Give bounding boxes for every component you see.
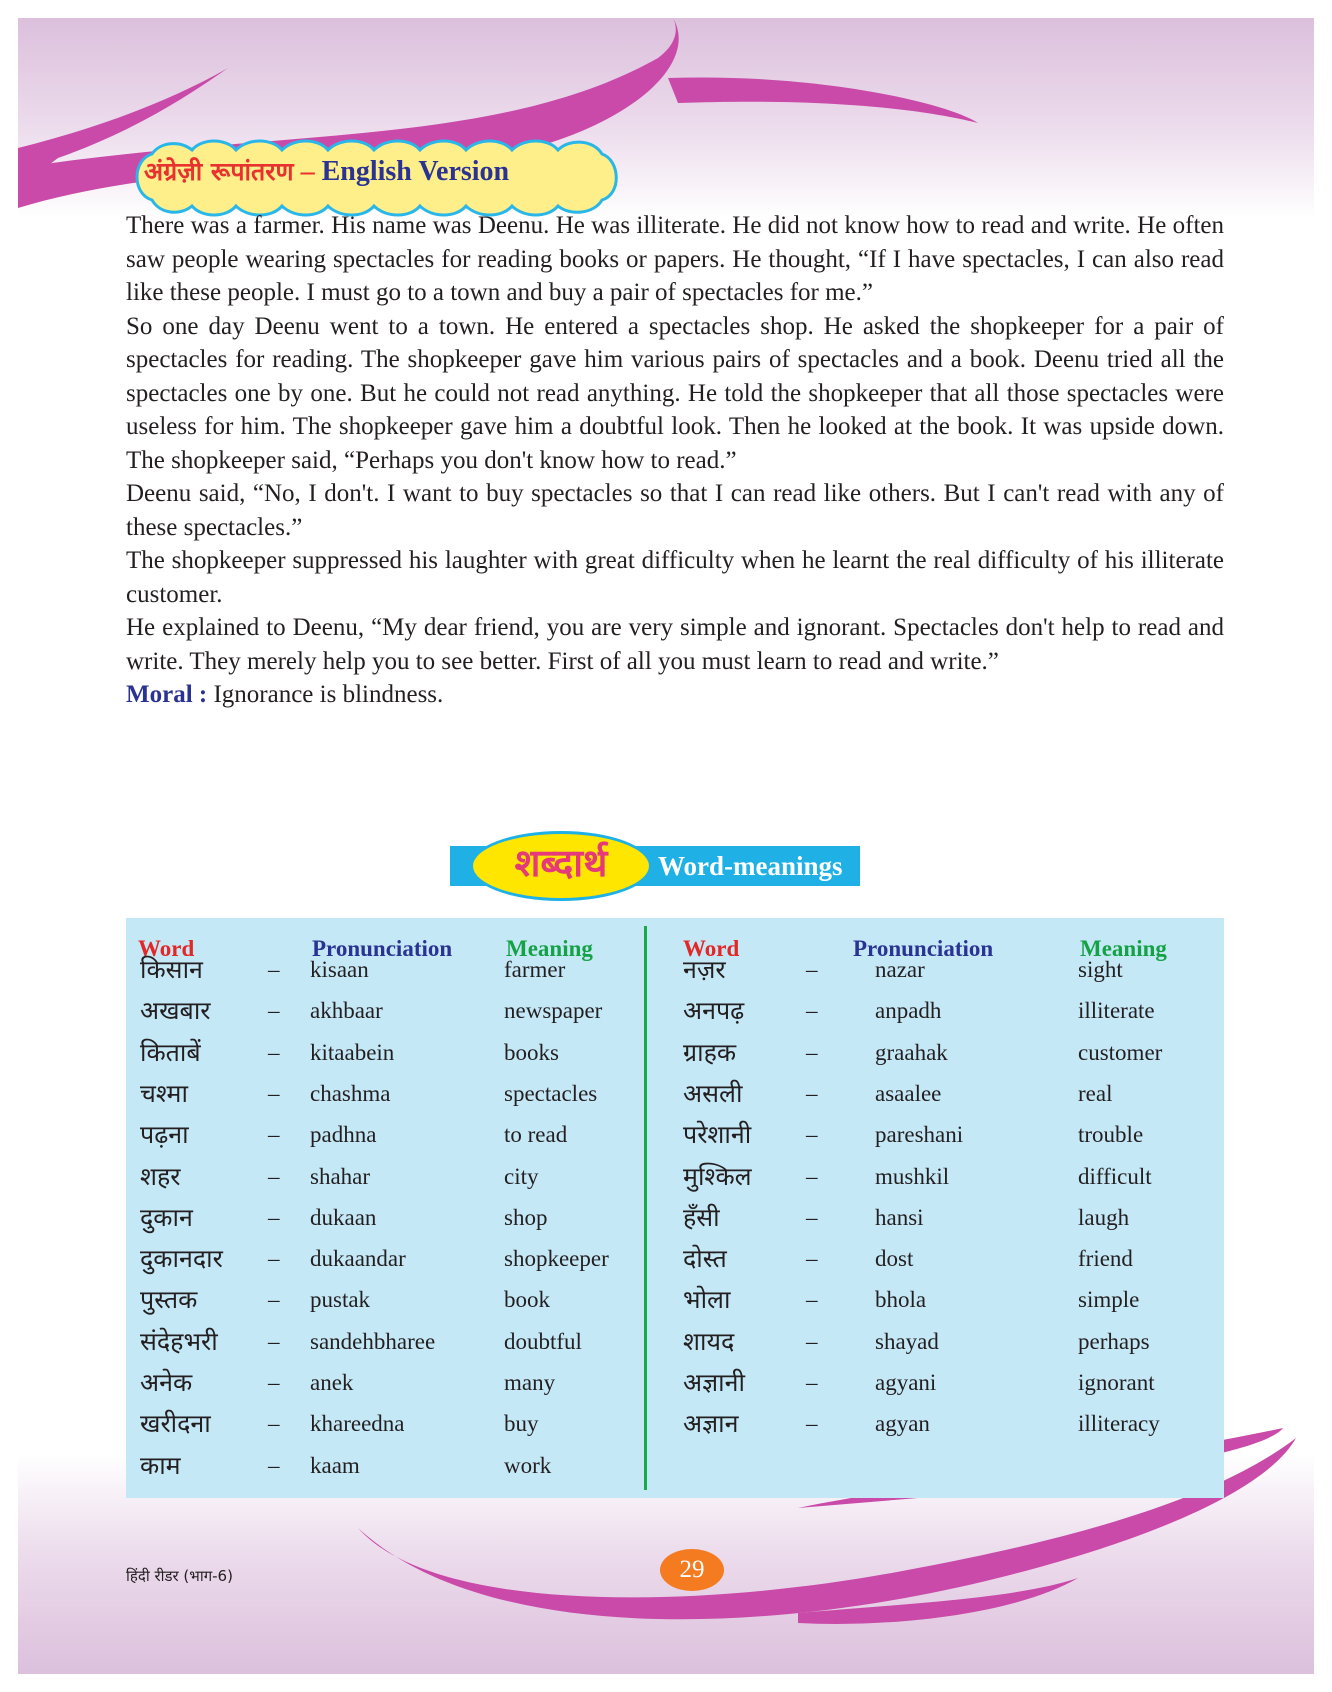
column-divider <box>644 926 647 1490</box>
section-title <box>144 154 509 188</box>
vocab-dash: – <box>806 1122 818 1148</box>
vocab-word: अखबार <box>140 996 211 1026</box>
vocab-dash: – <box>268 1370 280 1395</box>
vocab-dash: – <box>806 998 818 1024</box>
vocab-word: दोस्त <box>683 1244 727 1274</box>
vocab-meaning: spectacles <box>504 1080 598 1106</box>
vocab-meaning: simple <box>1078 1287 1140 1313</box>
header-word-left: Word <box>138 936 195 961</box>
vocab-meaning: trouble <box>1078 1122 1144 1148</box>
vocab-meaning: illiterate <box>1078 998 1155 1024</box>
vocab-meaning: friend <box>1078 1246 1133 1272</box>
vocab-pronunciation: nazar <box>875 957 925 982</box>
vocab-meaning: customer <box>1078 1039 1163 1065</box>
vocab-pronunciation: graahak <box>875 1039 948 1065</box>
vocab-pronunciation: khareedna <box>310 1411 405 1437</box>
vocab-pronunciation: chashma <box>310 1080 391 1106</box>
word-meanings-title-english: Word-meanings <box>658 851 843 881</box>
top-right-swoosh <box>668 77 978 123</box>
vocab-dash: – <box>806 1080 818 1106</box>
vocab-word: हँसी <box>683 1202 720 1232</box>
vocab-word: पढ़ना <box>140 1120 189 1150</box>
vocab-dash: – <box>268 1452 280 1478</box>
vocab-meaning: laugh <box>1078 1204 1130 1230</box>
vocab-pronunciation: dost <box>875 1246 914 1272</box>
vocab-meaning: ignorant <box>1078 1370 1155 1395</box>
header-meaning-left: Meaning <box>506 936 593 961</box>
vocab-dash: – <box>268 1246 280 1272</box>
vocab-dash: – <box>806 1163 818 1189</box>
vocab-dash: – <box>806 1370 818 1395</box>
vocab-word: अज्ञान <box>683 1409 739 1439</box>
vocab-pronunciation: sandehbharee <box>310 1328 436 1354</box>
vocabulary-table <box>126 918 1224 1498</box>
vocab-pronunciation: asaalee <box>875 1080 942 1106</box>
vocab-meaning: many <box>504 1370 556 1395</box>
story-text <box>126 209 1224 712</box>
story-paragraph: There was a farmer. His name was Deenu. He was illiterate. He did not know how to read and write. He often saw people wearing spectacles for reading books or papers. He thought, “If I have spectacles, I can also read like these people. I must go to a town and buy a pair of spectacles for me.” <box>126 212 1224 306</box>
vocab-meaning: buy <box>504 1411 539 1437</box>
vocab-pronunciation: agyan <box>875 1411 930 1437</box>
vocab-pronunciation: akhbaar <box>310 998 383 1024</box>
story-paragraph: He explained to Deenu, “My dear friend, you are very simple and ignorant. Spectacles don't help to read and write. They merely help you to see better. First of all you must learn to read and write.” <box>126 614 1224 675</box>
vocab-dash: – <box>806 1328 818 1354</box>
vocab-pronunciation: shayad <box>875 1328 939 1354</box>
header-word-right: Word <box>683 936 740 961</box>
vocab-pronunciation: mushkil <box>875 1163 950 1189</box>
vocab-meaning: sight <box>1078 957 1123 982</box>
header-pronunciation-right: Pronunciation <box>853 936 994 961</box>
vocab-pronunciation: dukaandar <box>310 1246 406 1272</box>
vocab-dash: – <box>268 1204 280 1230</box>
vocab-meaning: newspaper <box>504 998 603 1024</box>
vocab-pronunciation: bhola <box>875 1287 927 1313</box>
vocab-dash: – <box>268 1163 280 1189</box>
section-title-english: English Version <box>321 156 510 187</box>
vocab-word: किसान <box>140 955 203 984</box>
vocab-dash: – <box>268 1080 280 1106</box>
vocab-word: ग्राहक <box>683 1037 737 1067</box>
moral-text: Ignorance is blindness. <box>213 681 444 708</box>
vocab-dash: – <box>268 1328 280 1354</box>
vocab-word: पुस्तक <box>140 1285 198 1315</box>
vocab-meaning: books <box>504 1039 559 1065</box>
vocab-meaning: to read <box>504 1122 568 1148</box>
vocab-dash: – <box>268 1122 280 1148</box>
vocab-pronunciation: kisaan <box>310 957 369 982</box>
vocab-word: मुश्किल <box>683 1161 752 1191</box>
vocab-pronunciation: kitaabein <box>310 1039 395 1065</box>
vocab-meaning: shop <box>504 1204 548 1230</box>
vocab-word: अज्ञानी <box>683 1368 745 1397</box>
vocab-dash: – <box>268 1411 280 1437</box>
page-number: 29 <box>660 1549 724 1591</box>
vocab-dash: – <box>268 998 280 1024</box>
vocab-meaning: shopkeeper <box>504 1246 609 1272</box>
word-meanings-title-hindi: शब्दार्थ <box>514 841 608 885</box>
section-title-dash: – <box>300 156 315 187</box>
vocab-word: शहर <box>140 1161 181 1191</box>
vocab-word: अनपढ़ <box>683 996 745 1026</box>
vocab-meaning: work <box>504 1452 552 1478</box>
vocab-pronunciation: pustak <box>310 1287 371 1313</box>
header-meaning-right: Meaning <box>1080 936 1167 961</box>
vocab-pronunciation: pareshani <box>875 1122 964 1148</box>
moral-label: Moral : <box>126 681 208 708</box>
vocab-dash: – <box>268 1039 280 1065</box>
story-paragraph: So one day Deenu went to a town. He entered a spectacles shop. He asked the shopkeeper for a pair of spectacles for reading. The shopkeeper gave him various pairs of spectacles and a book. Deenu tried all the spectacles one by one. But he could not read anything. He told the shopkeeper that all those spectacles were useless for him. The shopkeeper gave him a doubtful look. Then he looked at the book. It was upside down. The shopkeeper said, “Perhaps you don't know how to read.” <box>126 312 1224 474</box>
vocab-word: परेशानी <box>683 1120 752 1150</box>
vocab-pronunciation: anek <box>310 1370 354 1395</box>
vocab-word: अनेक <box>140 1368 193 1397</box>
vocab-meaning: difficult <box>1078 1163 1152 1189</box>
vocab-word: भोला <box>683 1285 731 1315</box>
story-paragraph: The shopkeeper suppressed his laughter with great difficulty when he learnt the real difficulty of his illiterate customer. <box>126 547 1224 608</box>
vocab-pronunciation: dukaan <box>310 1204 377 1230</box>
vocab-meaning: book <box>504 1287 550 1313</box>
vocab-pronunciation: kaam <box>310 1452 360 1478</box>
vocab-dash: – <box>268 1287 280 1313</box>
vocab-word: दुकान <box>140 1202 193 1232</box>
story-paragraph: Deenu said, “No, I don't. I want to buy spectacles so that I can read like others. But I can't read with any of these spectacles.” <box>126 480 1224 541</box>
vocab-meaning: perhaps <box>1078 1328 1150 1354</box>
section-title-hindi: अंग्रेज़ी रूपांतरण <box>144 157 294 186</box>
vocab-pronunciation: padhna <box>310 1122 377 1148</box>
vocab-word: चश्मा <box>140 1078 188 1108</box>
header-pronunciation-left: Pronunciation <box>312 936 453 961</box>
book-label: हिंदी रीडर (भाग-6) <box>126 1567 233 1585</box>
vocab-word: खरीदना <box>140 1409 211 1439</box>
vocab-meaning: real <box>1078 1080 1113 1106</box>
vocab-pronunciation: shahar <box>310 1163 371 1189</box>
vocab-word: शायद <box>683 1326 735 1356</box>
vocab-pronunciation: hansi <box>875 1204 924 1230</box>
vocab-meaning: farmer <box>504 957 566 982</box>
vocab-word: दुकानदार <box>140 1244 223 1274</box>
vocab-dash: – <box>806 1287 818 1313</box>
vocab-dash: – <box>268 957 280 982</box>
vocab-dash: – <box>806 1246 818 1272</box>
vocab-word: नज़र <box>683 955 726 984</box>
vocab-word: संदेहभरी <box>140 1326 218 1356</box>
page <box>18 18 1314 1674</box>
vocab-dash: – <box>806 1204 818 1230</box>
moral-line <box>126 678 1224 712</box>
vocab-pronunciation: anpadh <box>875 998 942 1024</box>
vocab-meaning: illiteracy <box>1078 1411 1160 1437</box>
vocab-meaning: city <box>504 1163 539 1189</box>
vocab-dash: – <box>806 957 818 982</box>
vocab-word: किताबें <box>140 1037 201 1067</box>
vocab-dash: – <box>806 1039 818 1065</box>
vocab-dash: – <box>806 1411 818 1437</box>
vocab-meaning: doubtful <box>504 1328 582 1354</box>
vocab-word: असली <box>683 1078 743 1108</box>
vocab-word: काम <box>140 1450 181 1480</box>
vocab-pronunciation: agyani <box>875 1370 937 1395</box>
